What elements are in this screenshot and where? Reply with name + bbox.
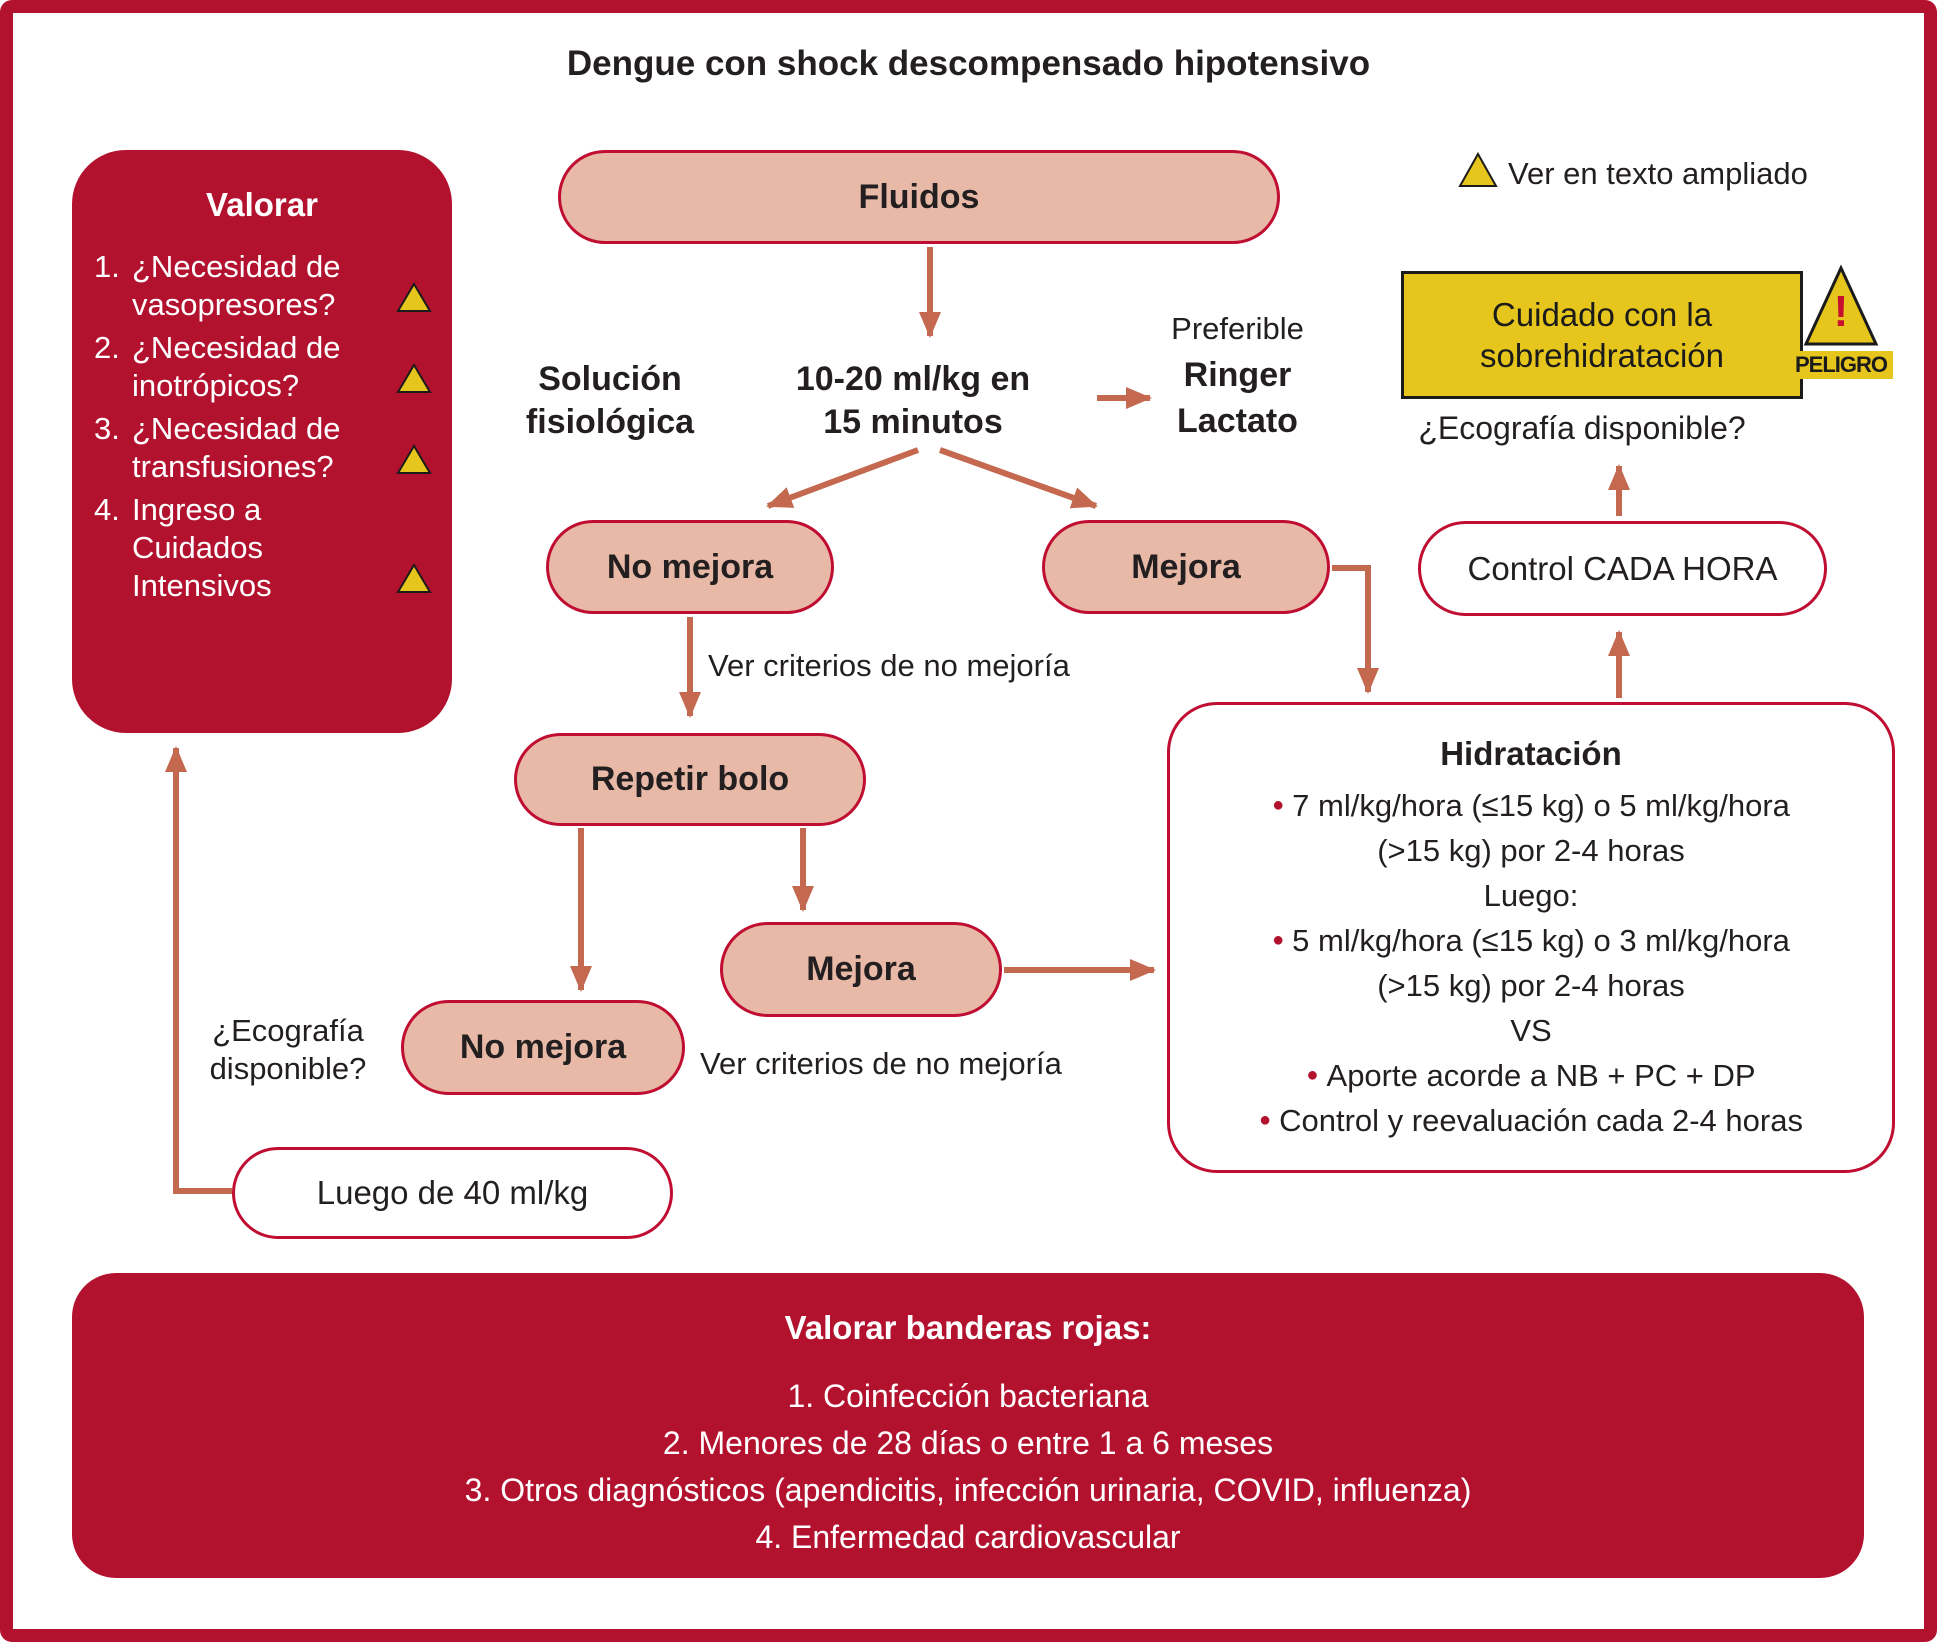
valorar-item-inotropicos: 2. ¿Necesidad de inotrópicos? — [94, 329, 438, 405]
hidratacion-line: ● 5 ml/kg/hora (≤15 kg) o 3 ml/kg/hora — [1190, 918, 1872, 963]
valorar-item-transfusiones: 3. ¿Necesidad de transfusiones? — [94, 410, 438, 486]
hidratacion-line: ● 7 ml/kg/hora (≤15 kg) o 5 ml/kg/hora — [1190, 783, 1872, 828]
arrow-branch-mejora — [940, 450, 1096, 506]
node-fluidos: Fluidos — [558, 150, 1280, 244]
warning-triangle-icon — [396, 363, 432, 403]
label-preferible-ringer-lactato: Preferible Ringer Lactato — [1171, 311, 1304, 440]
banderas-title: Valorar banderas rojas: — [784, 1309, 1152, 1346]
banderas-rojas-box — [72, 1273, 1864, 1578]
hidratacion-box — [1167, 702, 1895, 1173]
warning-triangle-icon — [1458, 152, 1498, 193]
arrow-luego-to-valorar — [176, 748, 232, 1191]
valorar-item-cuidados-intensivos: 4. Ingreso a Cuidados Intensivos — [94, 491, 438, 605]
hidratacion-line: Luego: — [1483, 877, 1579, 913]
ecografia-disponible-right: ¿Ecografía disponible? — [1418, 410, 1746, 446]
node-luego-40mlkg: Luego de 40 ml/kg — [232, 1147, 673, 1239]
bandera-item: 1. Coinfección bacteriana — [787, 1378, 1149, 1414]
valorar-box — [72, 150, 452, 733]
peligro-sign — [1789, 264, 1893, 379]
exclamation-mark: ! — [1833, 287, 1849, 336]
valorar-items — [72, 248, 452, 605]
hidratacion-title: Hidratación — [1440, 735, 1622, 772]
hidratacion-line: ● Control y reevaluación cada 2-4 horas — [1190, 1098, 1872, 1143]
valorar-item-vasopresores: 1. ¿Necesidad de vasopresores? — [94, 248, 438, 324]
warning-triangle-icon — [396, 444, 432, 484]
label-ver-criterios-2: Ver criterios de no mejoría — [700, 1046, 1062, 1081]
legend-ver-texto-ampliado: Ver en texto ampliado — [1508, 156, 1808, 191]
banderas-items — [72, 1373, 1864, 1561]
bandera-item: 2. Menores de 28 días o entre 1 a 6 meses — [662, 1425, 1274, 1461]
label-dose-10-20: 10-20 ml/kg en 15 minutos — [795, 360, 1031, 441]
bandera-item: 4. Enfermedad cardiovascular — [755, 1519, 1181, 1555]
hidratacion-line: (>15 kg) por 2-4 horas — [1377, 832, 1685, 868]
node-no-mejora-2: No mejora — [401, 1000, 685, 1095]
label-solucion-fisiologica: Solución fisiológica — [525, 360, 695, 441]
hidratacion-line: ● Aporte acorde a NB + PC + DP — [1190, 1053, 1872, 1098]
danger-triangle-icon — [1802, 264, 1880, 348]
arrow-branch-no-mejora — [768, 450, 918, 506]
node-repetir-bolo: Repetir bolo — [514, 733, 866, 826]
arrow-mejora1-to-hidratacion — [1332, 568, 1368, 692]
node-mejora-2: Mejora — [720, 922, 1002, 1017]
page-title: Dengue con shock descompensado hipotensivo — [566, 44, 1371, 83]
node-mejora-1: Mejora — [1042, 520, 1330, 614]
peligro-label: PELIGRO — [1789, 351, 1893, 379]
hidratacion-line: (>15 kg) por 2-4 horas — [1377, 967, 1685, 1003]
valorar-title: Valorar — [206, 186, 318, 223]
label-ver-criterios-1: Ver criterios de no mejoría — [708, 648, 1070, 683]
sobrehidratacion-warning-box: Cuidado con la sobrehidratación — [1401, 271, 1803, 399]
hidratacion-lines — [1190, 783, 1872, 1143]
node-control-cada-hora: Control CADA HORA — [1418, 521, 1827, 616]
ecografia-disponible-left: ¿Ecografía disponible? — [209, 1013, 367, 1086]
warning-triangle-icon — [396, 282, 432, 322]
node-no-mejora-1: No mejora — [546, 520, 834, 614]
warning-triangle-icon — [396, 563, 432, 603]
bandera-item: 3. Otros diagnósticos (apendicitis, infección urinaria, COVID, influenza) — [464, 1472, 1472, 1508]
hidratacion-line: VS — [1510, 1012, 1552, 1048]
